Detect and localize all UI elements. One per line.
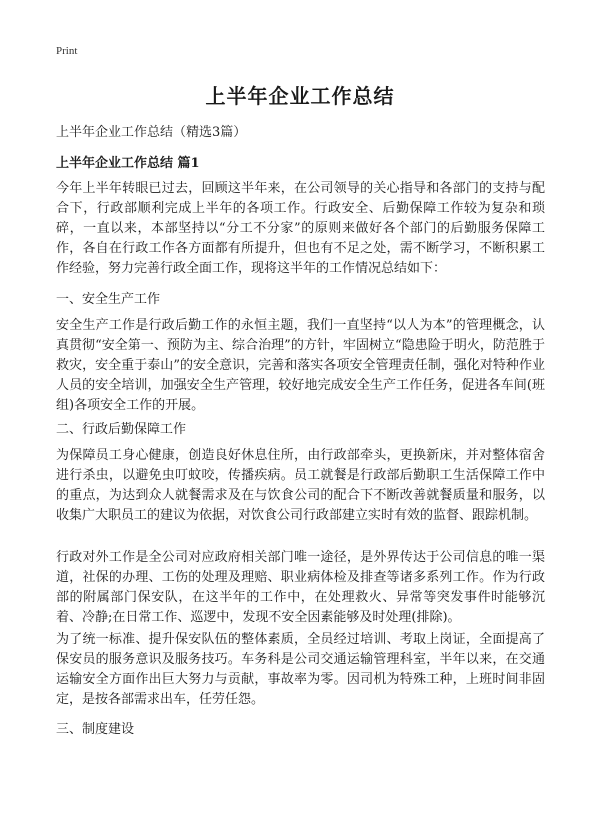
paragraph-external-work: 行政对外工作是全公司对应政府相关部门唯一途径，是外界传达于公司信息的唯一渠道，社保的办理、工伤的处理及理赔、职业病体检及排查等诸多系列工作。作为行政部的附属部门保安队，在这半年的工作中，在处理救火、异常等突发事件时能够沉着、冷静;在日常工作、巡逻中，发现不安全因素能够及时处理(排除)。 [56,550,545,625]
paragraph-logistics: 为保障员工身心健康，创造良好休息住所，由行政部牵头，更换新床，并对整体宿舍进行杀虫，以避免虫叮蚊咬，传播疾病。员工就餐是行政部后勤职工生活保障工作中的重点，为达到众人就餐需求及在与饮食公司的配合下不断改善就餐质量和服务，以收集广大职员工的建议为依据，对饮食公司行政部建立实时有效的监督、跟踪机制。 [56,448,545,523]
document-subtitle: 上半年企业工作总结（精选3篇） [56,125,247,140]
paragraph-intro: 今年上半年转眼已过去，回顾这半年来，在公司领导的关心指导和各部门的支持与配合下，行政部顺利完成上半年的各项工作。行政安全、后勤保障工作较为复杂和琐碎，一直以来，本部坚持以“分工不分家”的原则来做好各个部门的后勤服务保障工作，各自在行政工作各方面都有所提升，但也有不足之处，需不断学习，不断积累工作经验，努力完善行政全面工作，现将这半年的工作情况总结如下： [56,181,545,276]
paragraph-safety-production: 安全生产工作是行政后勤工作的永恒主题，我们一直坚持“以人为本”的管理概念，认真贯彻“安全第一、预防为主、综合治理”的方针，牢固树立“隐患险于明火，防范胜于救灾，安全重于泰山”的安全意识，完善和落实各项安全管理责任制，强化对特种作业人员的安全培训，加强安全生产管理，较好地完成安全生产工作任务，促进各车间(班组)各项安全工作的开展。 [56,318,545,413]
document-title: 上半年企业工作总结 [205,84,395,108]
heading-logistics: 二、行政后勤保障工作 [56,422,187,437]
heading-system-building: 三、制度建设 [56,722,135,737]
section-title: 上半年企业工作总结 篇1 [56,156,200,171]
heading-safety-production: 一、安全生产工作 [56,292,161,307]
print-label[interactable]: Print [56,45,78,57]
paragraph-security-team: 为了统一标准、提升保安队伍的整体素质，全员经过培训、考取上岗证，全面提高了保安员的服务意识及服务技巧。车务科是公司交通运输管理科室，半年以来，在交通运输安全方面作出巨大努力与贡献，事故率为零。因司机为特殊工种，上班时间非固定，是按各部需求出车，任劳任怨。 [56,632,545,707]
